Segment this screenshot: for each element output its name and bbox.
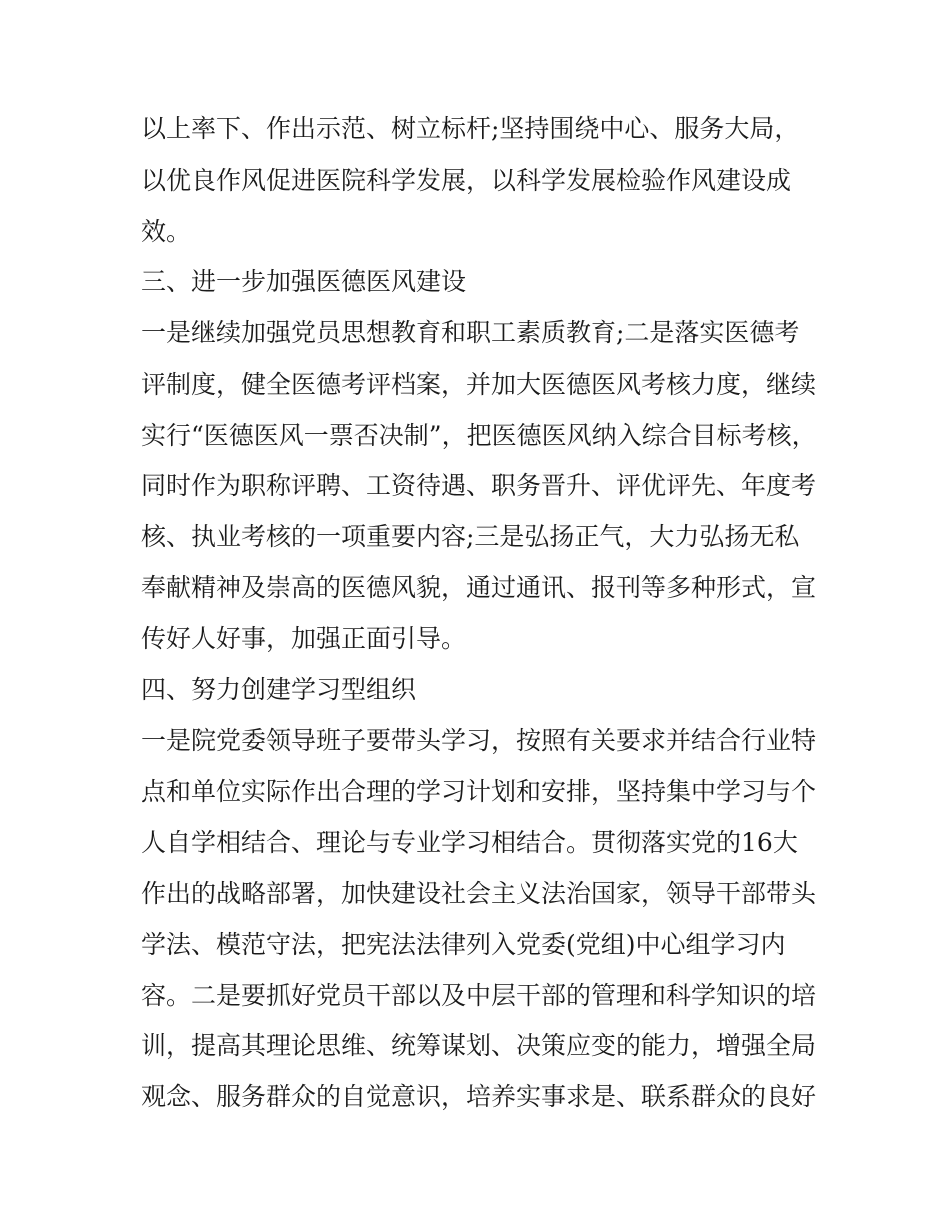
text-line: 奉献精神及崇高的医德风貌，通过通讯、报刊等多种形式，宣 <box>141 573 817 602</box>
text-line: 以上率下、作出示范、树立标杆;坚持围绕中心、服务大局， <box>141 114 800 143</box>
text-line: 同时作为职称评聘、工资待遇、职务晋升、评优评先、年度考 <box>141 471 817 500</box>
text-line: 实行“医德医风一票否决制”，把医德医风纳入综合目标考核， <box>141 421 817 450</box>
text-line: 效。 <box>141 217 192 246</box>
text-line: 传好人好事，加强正面引导。 <box>141 624 467 653</box>
text-line: 容。二是要抓好党员干部以及中层干部的管理和科学知识的培 <box>141 981 817 1010</box>
text-line: 一是院党委领导班子要带头学习，按照有关要求并结合行业特 <box>141 726 817 755</box>
text-line: 观念、服务群众的自觉意识，培养实事求是、联系群众的良好 <box>141 1082 817 1111</box>
text-line: 训，提高其理论思维、统筹谋划、决策应变的能力，增强全局 <box>141 1031 817 1060</box>
section-heading: 四、努力创建学习型组织 <box>141 675 417 704</box>
section-heading: 三、进一步加强医德医风建设 <box>141 267 467 296</box>
text-line: 点和单位实际作出合理的学习计划和安排，坚持集中学习与个 <box>141 777 817 806</box>
text-line: 以优良作风促进医院科学发展，以科学发展检验作风建设成 <box>141 166 792 195</box>
text-line: 核、执业考核的一项重要内容;三是弘扬正气，大力弘扬无私 <box>141 522 800 551</box>
text-line: 评制度，健全医德考评档案，并加大医德医风考核力度，继续 <box>141 370 817 399</box>
text-line: 人自学相结合、理论与专业学习相结合。贯彻落实党的16大 <box>141 828 798 857</box>
text-line: 学法、模范守法，把宪法法律列入党委(党组)中心组学习内 <box>141 930 786 959</box>
text-line: 作出的战略部署，加快建设社会主义法治国家，领导干部带头 <box>141 879 817 908</box>
text-line: 一是继续加强党员思想教育和职工素质教育;二是落实医德考 <box>141 318 800 347</box>
